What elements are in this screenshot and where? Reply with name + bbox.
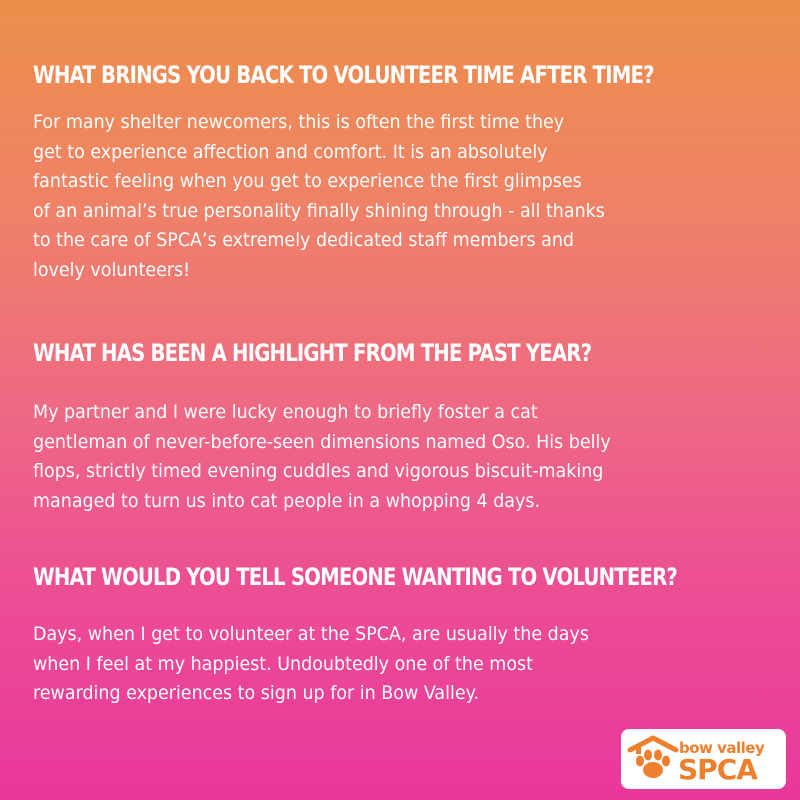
section-advice [33, 562, 778, 709]
section-heading: WHAT WOULD YOU TELL SOMEONE WANTING TO VOLUNTEER? [33, 563, 678, 591]
section-why-return [33, 60, 778, 285]
section-heading: WHAT HAS BEEN A HIGHLIGHT FROM THE PAST YEAR? [33, 339, 592, 367]
section-body [33, 108, 718, 285]
bow-valley-spca-logo [621, 729, 786, 789]
body-line: For many shelter newcomers, this is often the first time they [33, 111, 565, 133]
logo-title: SPCA [678, 753, 757, 786]
section-body [33, 398, 718, 516]
body-line: get to experience affection and comfort. It is an absolutely [33, 140, 548, 163]
body-line: of an animal’s true personality finally shining through - all thanks [33, 199, 605, 222]
body-line: lovely volunteers! [33, 258, 191, 281]
body-line: managed to turn us into cat people in a whopping 4 days. [33, 489, 541, 512]
body-line: flops, strictly timed evening cuddles and vigorous biscuit-making [33, 460, 604, 482]
logo-subtitle: bow valley [679, 739, 765, 757]
paw-house-icon [627, 733, 679, 785]
body-line: gentleman of never-before-seen dimensions named Oso. His belly [33, 430, 611, 453]
body-line: when I feel at my happiest. Undoubtedly one of the most [33, 652, 533, 675]
section-highlight [33, 338, 778, 516]
body-line: Days, when I get to volunteer at the SPCA, are usually the days [33, 623, 589, 645]
body-line: My partner and I were lucky enough to briefly foster a cat [33, 401, 538, 423]
section-heading: WHAT BRINGS YOU BACK TO VOLUNTEER TIME AFTER TIME? [33, 61, 654, 89]
section-body [33, 620, 718, 709]
body-line: to the care of SPCA’s extremely dedicated staff members and [33, 229, 575, 251]
body-line: fantastic feeling when you get to experience the first glimpses [33, 170, 582, 192]
body-line: rewarding experiences to sign up for in Bow Valley. [33, 682, 480, 704]
